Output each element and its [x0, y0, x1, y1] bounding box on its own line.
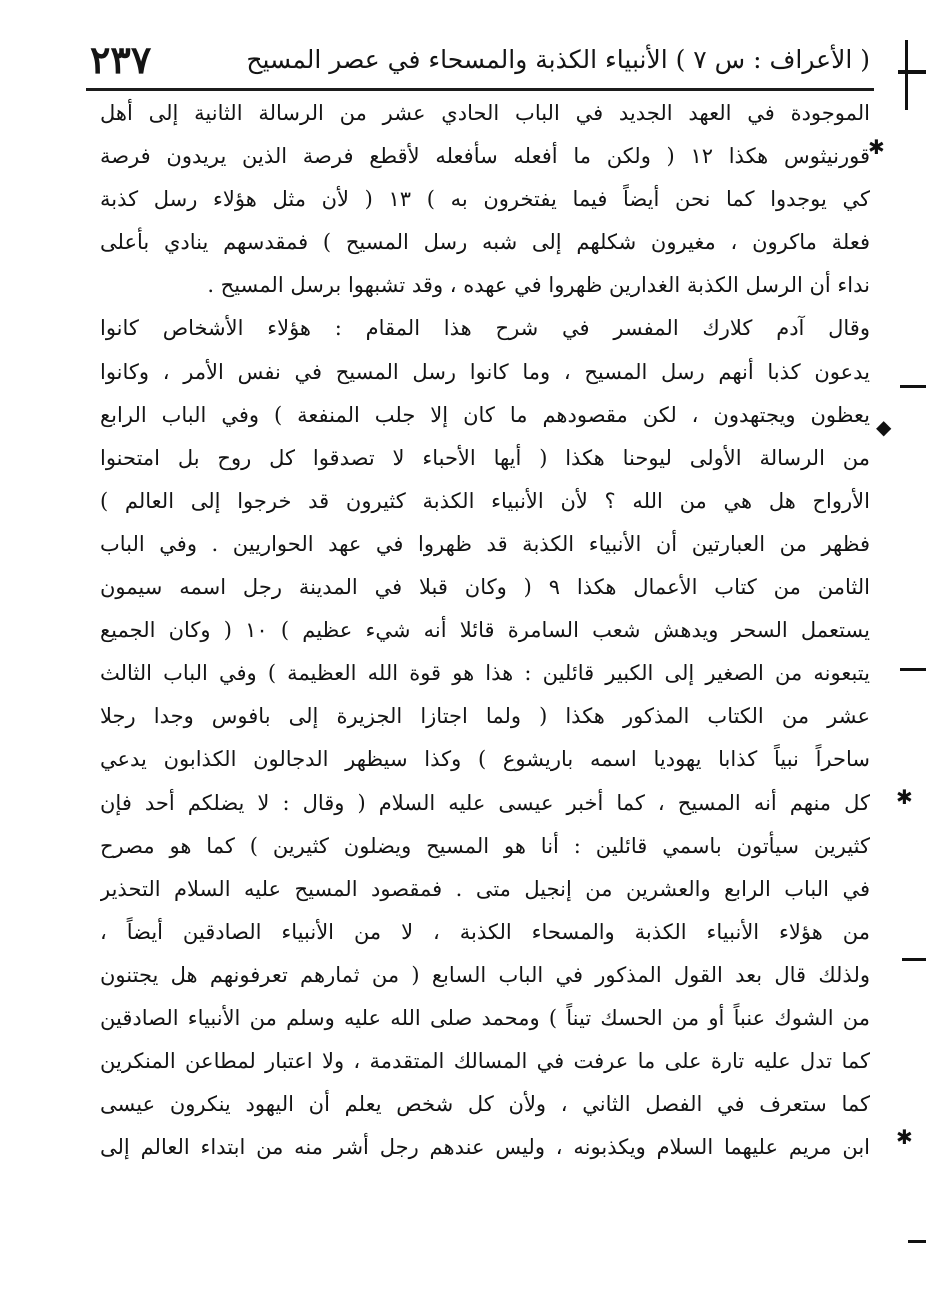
- text-line: عشر من الكتاب المذكور هكذا ( ولما اجتازا الجزيرة إلى بافوس وجدا رجلا: [100, 704, 870, 729]
- binding-mark: [905, 40, 908, 110]
- page-number: ٢٣٧: [90, 36, 152, 82]
- binding-dot: ◆: [876, 415, 892, 439]
- text-line: يتبعونه من الصغير إلى الكبير قائلين : هذا هو قوة الله العظيمة ) وفي الباب الثالث: [100, 661, 870, 686]
- text-line: كما تدل عليه تارة على ما عرفت في المسالك المتقدمة ، ولا اعتبار لمطاعن المنكرين: [100, 1049, 870, 1074]
- text-line: فظهر من العبارتين أن الأنبياء الكذبة قد ظهروا في عهد الحواريين . وفي الباب: [100, 531, 870, 556]
- text-line: فعلة ماكرون ، مغيرون شكلهم إلى شبه رسل المسيح ) فمقدسهم ينادي بأعلى: [100, 230, 870, 255]
- running-title: ( الأعراف : س ٧ ) الأنبياء الكذبة والمسحاء في عصر المسيح: [246, 44, 870, 74]
- text-line: ابن مريم عليهما السلام ويكذبونه ، وليس عندهم رجل أشر منه من ابتداء العالم إلى: [100, 1135, 870, 1160]
- text-line: من هؤلاء الأنبياء الكذبة والمسحاء الكذبة ، لا من الأنبياء الصادقين أيضاً ،: [100, 919, 870, 944]
- binding-mark: [900, 668, 926, 671]
- text-line: من الرسالة الأولى ليوحنا هكذا ( أيها الأحباء لا تصدقوا كل روح بل امتحنوا: [100, 445, 870, 470]
- text-line: ولذلك قال بعد القول المذكور في الباب السابع ( من ثمارهم تعرفونهم هل يجتنون: [100, 962, 870, 987]
- text-line: كي يوجدوا كما نحن أيضاً فيما يفتخرون به ) ١٣ ( لأن مثل هؤلاء رسل كذبة: [100, 187, 870, 212]
- binding-mark: [908, 1240, 926, 1243]
- text-line: الأرواح هل هي من الله ؟ لأن الأنبياء الكذبة كثيرون قد خرجوا إلى العالم ): [100, 488, 870, 513]
- text-line: الموجودة في العهد الجديد في الباب الحادي عشر من الرسالة الثانية إلى أهل: [100, 101, 870, 125]
- text-line: كما ستعرف في الفصل الثاني ، ولأن كل شخص يعلم أن اليهود ينكرون عيسى: [100, 1092, 870, 1117]
- binding-mark: [900, 385, 926, 388]
- binding-dot: ✱: [896, 1125, 913, 1149]
- text-line: وقال آدم كلارك المفسر في شرح هذا المقام : هؤلاء الأشخاص كانوا: [100, 316, 870, 341]
- text-line: من الشوك عنباً أو من الحسك تيناً ) ومحمد صلى الله عليه وسلم من الأنبياء الصادقين: [100, 1005, 870, 1030]
- text-line: كثيرين سيأتون باسمي قائلين : أنا هو المسيح ويضلون كثيرين ) كما هو مصرح: [100, 833, 870, 858]
- text-line: نداء أن الرسل الكذبة الغدارين ظهروا في عهده ، وقد تشبهوا برسل المسيح .: [207, 273, 870, 298]
- binding-mark: [902, 958, 926, 961]
- text-line: الثامن من كتاب الأعمال هكذا ٩ ( وكان قبلا في المدينة رجل اسمه سيمون: [100, 575, 870, 600]
- page-header: [90, 30, 870, 88]
- text-line: يستعمل السحر ويدهش شعب السامرة قائلا أنه شيء عظيم ) ١٠ ( وكان الجميع: [100, 618, 870, 643]
- body-text: [100, 92, 870, 1169]
- header-rule: [86, 88, 874, 91]
- binding-dot: ✱: [896, 785, 913, 809]
- text-line: يدعون كذبا أنهم رسل المسيح ، وما كانوا رسل المسيح في نفس الأمر ، وكانوا: [100, 359, 870, 384]
- binding-dot: ✱: [868, 135, 885, 159]
- text-line: قورنيثوس هكذا ١٢ ( ولكن ما أفعله سأفعله لأقطع فرصة الذين يريدون فرصة: [100, 144, 870, 169]
- text-line: في الباب الرابع والعشرين من إنجيل متى . فمقصود المسيح عليه السلام التحذير: [100, 876, 870, 901]
- text-line: ساحراً نبياً كذابا يهوديا اسمه باريشوع ) وكذا سيظهر الدجالون الكذابون يدعي: [100, 747, 870, 772]
- text-line: يعظون ويجتهدون ، لكن مقصودهم ما كان إلا جلب المنفعة ) وفي الباب الرابع: [100, 402, 870, 427]
- binding-mark: [898, 70, 926, 74]
- text-line: كل منهم أنه المسيح ، كما أخبر عيسى عليه السلام ( وقال : لا يضلكم أحد فإن: [100, 790, 870, 815]
